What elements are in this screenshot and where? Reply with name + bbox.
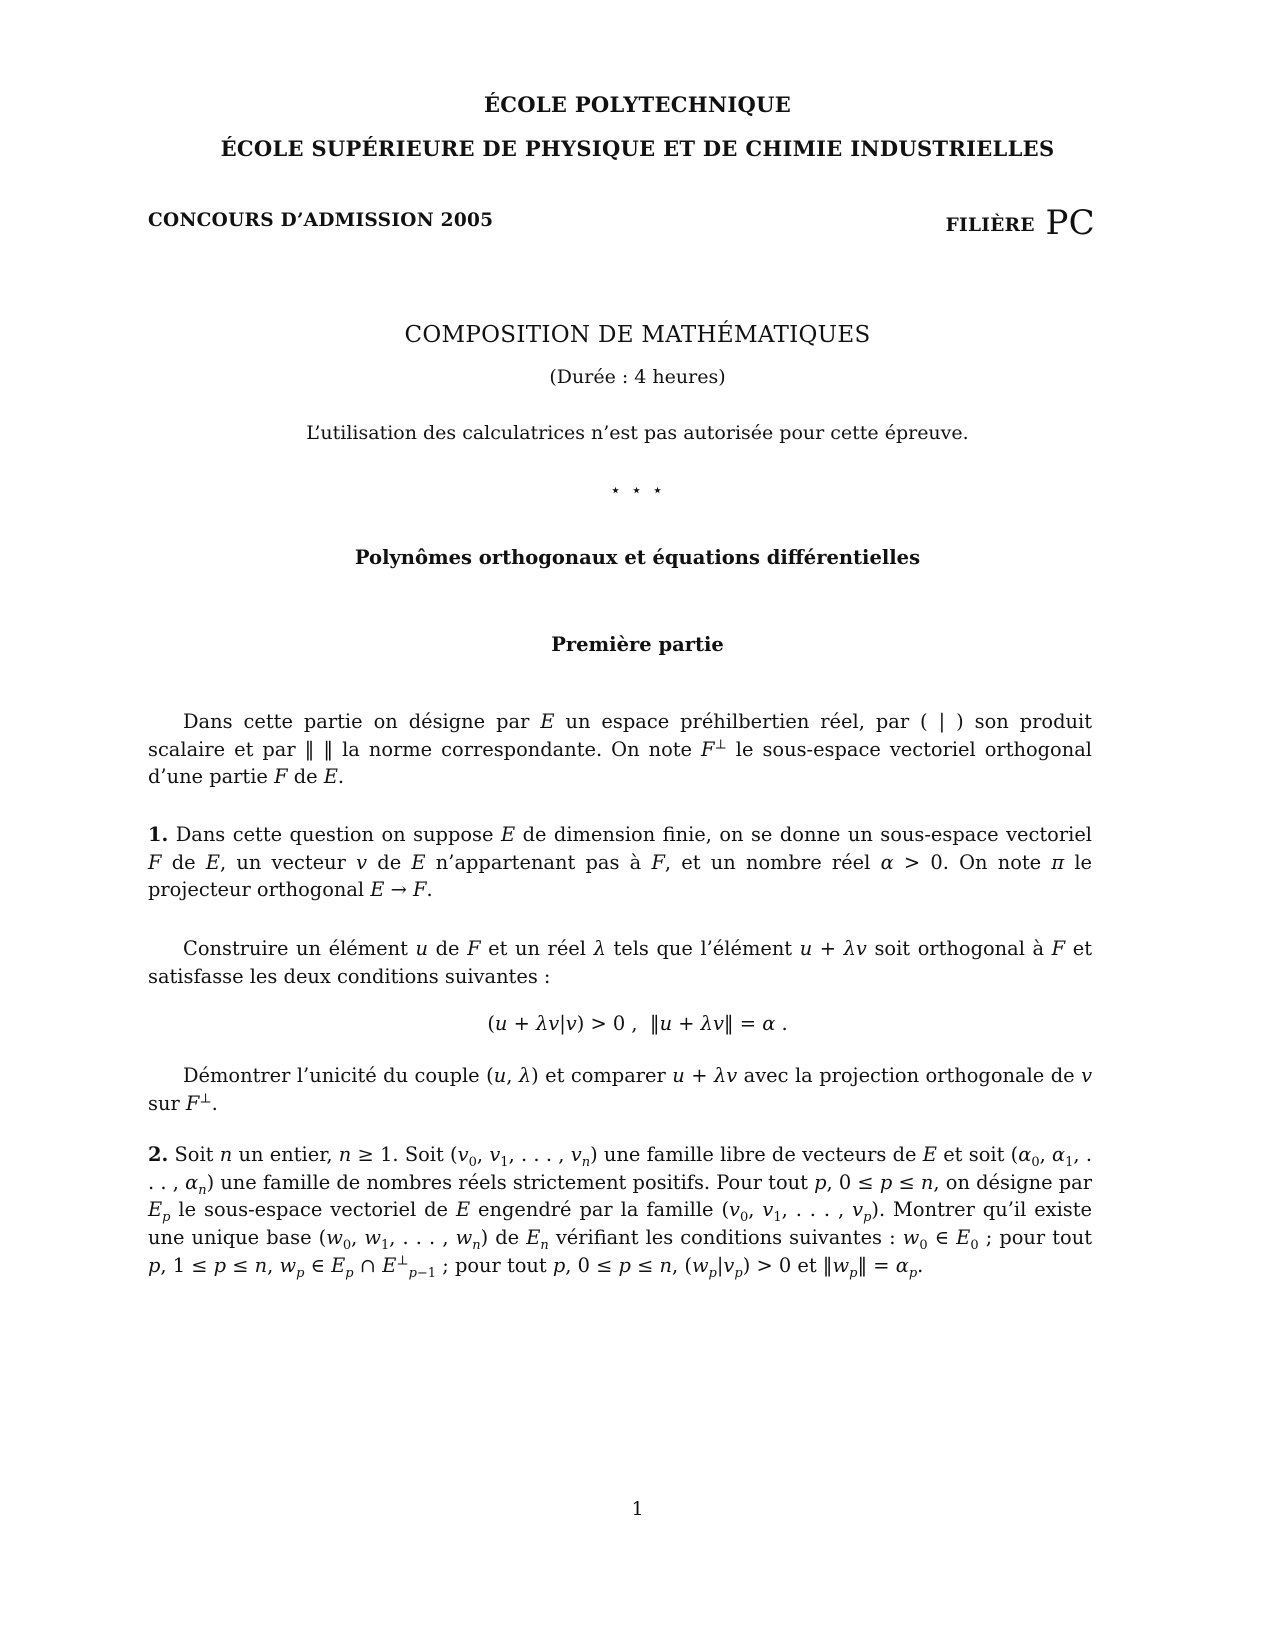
question-1: 1. Dans cette question on suppose E de dimension finie, on se donne un sous-espace vectoriel F de E, un vecteur v de E n’appartenant pas à F, et un nombre réel α > 0. On note π le projecteur orthogonal E → F. [148,823,1093,902]
question-2-label: 2. [148,1143,169,1166]
question-1-formula: (u + λv|v) > 0 , ‖u + λv‖ = α . [487,1012,788,1035]
exam-session: CONCOURS D’ADMISSION 2005 [148,210,494,231]
track-value: PC [1045,203,1095,243]
page-number: 1 [631,1498,644,1520]
intro-paragraph: Dans cette partie on désigne par E un espace préhilbertien réel, par ( | ) son produit scalaire et par ‖ ‖ la norme correspondante. On note F⊥ le sous-espace vectoriel orthogonal d’une partie F de E. [148,710,1092,789]
separator-stars: ⋆ ⋆ ⋆ [609,480,666,501]
exam-title: COMPOSITION DE MATHÉMATIQUES [404,322,871,348]
exam-duration: (Durée : 4 heures) [549,366,726,388]
school-name-espci: ÉCOLE SUPÉRIEURE DE PHYSIQUE ET DE CHIMIE INDUSTRIELLES [220,136,1055,161]
exam-track [946,203,1095,243]
question-2: 2. Soit n un entier, n ≥ 1. Soit ($v_0$, $v_1$, . . . , $v_n$) une famille libre de vecteurs de E et soit ($\alpha_0$, $\alpha_1$, . . . , $\alpha_n$) une famille de nombres réels strictement positifs. Pour tout p, 0 ≤ p ≤ n, on désigne par $E_p$ le sous-espace vectoriel de E engendré par la famille ($v_0$, $v_1$, . . . , $v_p$). Montrer qu’il existe une unique base ($w_0$, $w_1$, . . . , $w_n$) de $E_n$ vérifiant les conditions suivantes : $w_0$ ∈ $E_0$ ; pour tout p, 1 ≤ p ≤ n, $w_p$ ∈ $E_p$ ∩ $E^\perp_{p-1}$ ; pour tout p, 0 ≤ p ≤ n, $(w_p|v_p) > 0$ et $‖w_p‖ = \alpha_p$. [148,1143,1093,1281]
track-label: FILIÈRE [945,215,1035,236]
question-1-label: 1. [148,823,169,846]
question-1-construct: Construire un élément u de F et un réel λ tels que l’élément u + λv soit orthogonal à F et satisfasse les deux conditions suivantes : [148,937,1092,988]
calculator-note: L’utilisation des calculatrices n’est pas autorisée pour cette épreuve. [306,422,969,444]
subject-title: Polynômes orthogonaux et équations différentielles [354,546,921,569]
school-name-polytechnique: ÉCOLE POLYTECHNIQUE [483,92,792,117]
question-1-uniqueness: Démontrer l’unicité du couple (u, λ) et comparer u + λv avec la projection orthogonale de v sur F⊥. [148,1064,1093,1115]
part-heading: Première partie [551,633,724,656]
